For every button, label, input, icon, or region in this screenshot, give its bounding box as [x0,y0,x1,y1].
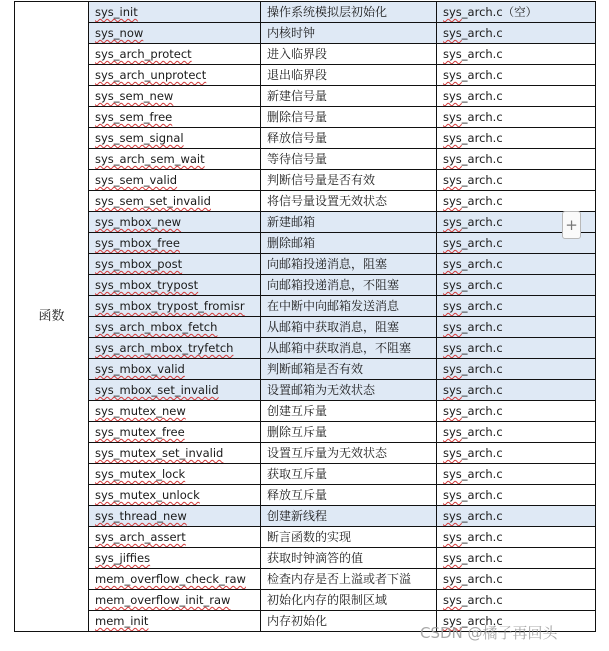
function-name: sys_mutex_set_invalid [95,446,224,460]
function-name-cell [89,2,261,23]
function-name: sys_mutex_free [95,425,185,439]
function-description-cell: 检查内存是否上溢或者下溢 [261,569,437,590]
function-name: mem_overflow_init_raw [95,593,231,607]
function-name-cell [89,527,261,548]
source-file-name: sys_arch.c [443,131,503,145]
function-description-cell: 从邮箱中获取消息，不阻塞 [261,338,437,359]
function-name-cell [89,590,261,611]
source-file-name: sys_arch.c [443,68,503,82]
function-name-cell [89,191,261,212]
spellcheck-marker: sys [443,257,462,271]
spellcheck-marker: sys [443,320,462,334]
source-file-cell [437,338,596,359]
source-file-cell [437,296,596,317]
function-name-cell [89,506,261,527]
function-description-cell: 向邮箱投递消息，阻塞 [261,254,437,275]
source-file-cell [437,2,596,23]
table-row [15,170,596,191]
source-file-name: sys_arch.c [443,362,503,376]
source-file-cell [437,65,596,86]
source-file-name: sys_arch.c [443,173,503,187]
function-description-cell: 删除邮箱 [261,233,437,254]
spellcheck-marker: sys [443,26,462,40]
table-row [15,443,596,464]
spellcheck-marker: sys [443,299,462,313]
function-name-cell [89,317,261,338]
table-row [15,233,596,254]
source-file-name: sys_arch.c [443,47,503,61]
spellcheck-marker: sys [443,488,462,502]
function-description-cell: 进入临界段 [261,44,437,65]
source-file-name: sys_arch.c [443,278,503,292]
function-name: sys_mutex_new [95,404,186,418]
source-file-cell [437,380,596,401]
function-name-cell [89,380,261,401]
function-name: sys_mbox_free [95,236,180,250]
table-row [15,2,596,23]
function-description-cell: 判断信号量是否有效 [261,170,437,191]
table-row [15,569,596,590]
source-file-cell [437,86,596,107]
source-file-name: sys_arch.c [443,551,503,565]
source-file-cell [437,464,596,485]
table-row [15,380,596,401]
table-row [15,338,596,359]
function-name-cell [89,611,261,632]
source-file-name: sys_arch.c [443,320,503,334]
source-file-name: sys_arch.c [443,467,503,481]
function-name: sys_sem_signal [95,131,184,145]
source-file-cell [437,191,596,212]
source-file-name: sys_arch.c [443,299,503,313]
table-row [15,86,596,107]
source-file-cell [437,149,596,170]
source-file-name: sys_arch.c [443,593,503,607]
source-file-name: sys_arch.c [443,110,503,124]
function-description-cell: 获取时钟滴答的值 [261,548,437,569]
category-cell: 函数 [15,2,89,632]
function-name: sys_mutex_lock [95,467,186,481]
function-name-cell [89,44,261,65]
table-row [15,275,596,296]
table-row [15,527,596,548]
source-file-name: sys_arch.c [443,425,503,439]
spellcheck-marker: sys [443,614,462,628]
source-file-cell [437,422,596,443]
table-row [15,296,596,317]
source-file-name: sys_arch.c [443,530,503,544]
function-name: sys_arch_protect [95,47,192,61]
table-row [15,65,596,86]
table-row [15,359,596,380]
function-name-cell [89,569,261,590]
api-function-table [14,1,596,632]
source-file-cell [437,443,596,464]
function-description-cell: 初始化内存的限制区域 [261,590,437,611]
spellcheck-marker: sys [443,467,462,481]
function-name: mem_overflow_check_raw [95,572,246,586]
function-description-cell: 设置邮箱为无效状态 [261,380,437,401]
table-row [15,464,596,485]
spellcheck-marker: sys [443,68,462,82]
function-description-cell: 删除信号量 [261,107,437,128]
function-name-cell [89,422,261,443]
source-file-name: sys_arch.c [443,572,503,586]
function-name: sys_sem_set_invalid [95,194,211,208]
function-description-cell: 将信号量设置无效状态 [261,191,437,212]
source-file-cell [437,548,596,569]
source-file-name: sys_arch.c [443,89,503,103]
source-file-name: sys_arch.c（空） [443,5,538,19]
spellcheck-marker: sys [443,551,462,565]
source-file-name: sys_arch.c [443,446,503,460]
table-row [15,401,596,422]
source-file-cell [437,128,596,149]
function-name-cell [89,254,261,275]
function-name-cell [89,443,261,464]
function-description-cell: 创建互斥量 [261,401,437,422]
spellcheck-marker: sys [443,236,462,250]
function-description-cell: 释放信号量 [261,128,437,149]
function-name-cell [89,23,261,44]
spellcheck-marker: sys [443,173,462,187]
function-description-cell: 删除互斥量 [261,422,437,443]
function-description-cell: 内存初始化 [261,611,437,632]
source-file-cell [437,275,596,296]
source-file-cell [437,254,596,275]
table-row [15,254,596,275]
function-name-cell [89,275,261,296]
function-name-cell [89,212,261,233]
table-row [15,317,596,338]
function-name: sys_init [95,5,138,19]
table-row [15,548,596,569]
function-description-cell: 新建邮箱 [261,212,437,233]
spellcheck-marker: sys [443,152,462,166]
spellcheck-marker: sys [443,593,462,607]
source-file-cell [437,590,596,611]
spellcheck-marker: sys [443,404,462,418]
spellcheck-marker: sys [443,194,462,208]
function-name: sys_arch_assert [95,530,186,544]
function-description-cell: 设置互斥量为无效状态 [261,443,437,464]
spellcheck-marker: sys [443,446,462,460]
spellcheck-marker: sys [443,278,462,292]
source-file-cell [437,401,596,422]
function-name: sys_mbox_post [95,257,183,271]
function-name: sys_thread_new [95,509,187,523]
add-row-button[interactable]: + [562,211,581,239]
function-name-cell [89,359,261,380]
function-name: sys_mbox_trypost_fromisr [95,299,245,313]
function-description-cell: 从邮箱中获取消息，阻塞 [261,317,437,338]
table-row [15,128,596,149]
source-file-name: sys_arch.c [443,152,503,166]
source-file-cell [437,359,596,380]
source-file-name: sys_arch.c [443,215,503,229]
spellcheck-marker: sys [443,572,462,586]
function-description-cell: 断言函数的实现 [261,527,437,548]
spellcheck-marker: sys [443,5,462,19]
spellcheck-marker: sys [443,425,462,439]
table-row [15,506,596,527]
source-file-cell [437,23,596,44]
table-row [15,191,596,212]
spellcheck-marker: sys [443,89,462,103]
spellcheck-marker: sys [443,131,462,145]
function-name: sys_arch_mbox_tryfetch [95,341,234,355]
source-file-cell [437,527,596,548]
function-name-cell [89,485,261,506]
spellcheck-marker: sys [443,383,462,397]
function-description-cell: 等待信号量 [261,149,437,170]
function-description-cell: 获取互斥量 [261,464,437,485]
table-row [15,485,596,506]
function-description-cell: 在中断中向邮箱发送消息 [261,296,437,317]
function-name-cell [89,296,261,317]
source-file-cell [437,170,596,191]
function-name: sys_jiffies [95,551,151,565]
table-row [15,23,596,44]
source-file-name: sys_arch.c [443,194,503,208]
function-name-cell [89,86,261,107]
spellcheck-marker: sys [443,110,462,124]
source-file-name: sys_arch.c [443,383,503,397]
function-name: sys_mbox_trypost [95,278,199,292]
table-row [15,422,596,443]
csdn-watermark: CSDN @橘子再回头 [420,624,558,642]
function-name-cell [89,338,261,359]
table-row [15,212,596,233]
source-file-cell [437,317,596,338]
function-name-cell [89,170,261,191]
source-file-name: sys_arch.c [443,257,503,271]
source-file-cell [437,569,596,590]
function-name: sys_now [95,26,144,40]
function-description-cell: 向邮箱投递消息，不阻塞 [261,275,437,296]
function-name: sys_mbox_valid [95,362,185,376]
spellcheck-marker: sys [443,215,462,229]
function-description-cell: 释放互斥量 [261,485,437,506]
source-file-name: sys_arch.c [443,404,503,418]
spellcheck-marker: sys [443,509,462,523]
function-description-cell: 创建新线程 [261,506,437,527]
function-name-cell [89,401,261,422]
table-row [15,107,596,128]
function-name-cell [89,65,261,86]
spellcheck-marker: sys [443,362,462,376]
function-name: sys_sem_free [95,110,173,124]
function-name: sys_arch_sem_wait [95,152,205,166]
function-name-cell [89,548,261,569]
source-file-cell [437,44,596,65]
source-file-name: sys_arch.c [443,488,503,502]
source-file-cell [437,107,596,128]
function-name-cell [89,107,261,128]
spellcheck-marker: sys [443,530,462,544]
spellcheck-marker: sys [443,341,462,355]
function-name: sys_arch_unprotect [95,68,207,82]
table-row [15,44,596,65]
source-file-cell [437,506,596,527]
function-name: sys_sem_new [95,89,174,103]
function-name: mem_init [95,614,149,628]
function-name: sys_arch_mbox_fetch [95,320,218,334]
function-name: sys_mutex_unlock [95,488,200,502]
source-file-name: sys_arch.c [443,341,503,355]
function-name-cell [89,149,261,170]
spellcheck-marker: sys [443,47,462,61]
source-file-name: sys_arch.c [443,614,503,628]
source-file-name: sys_arch.c [443,509,503,523]
function-name-cell [89,464,261,485]
function-description-cell: 新建信号量 [261,86,437,107]
function-name: sys_mbox_set_invalid [95,383,219,397]
table-row [15,149,596,170]
table-row [15,590,596,611]
function-description-cell: 内核时钟 [261,23,437,44]
function-name: sys_sem_valid [95,173,178,187]
function-name-cell [89,233,261,254]
function-description-cell: 操作系统模拟层初始化 [261,2,437,23]
source-file-name: sys_arch.c [443,236,503,250]
source-file-cell [437,485,596,506]
function-name: sys_mbox_new [95,215,182,229]
function-name-cell [89,128,261,149]
function-description-cell: 退出临界段 [261,65,437,86]
source-file-name: sys_arch.c [443,26,503,40]
function-description-cell: 判断邮箱是否有效 [261,359,437,380]
